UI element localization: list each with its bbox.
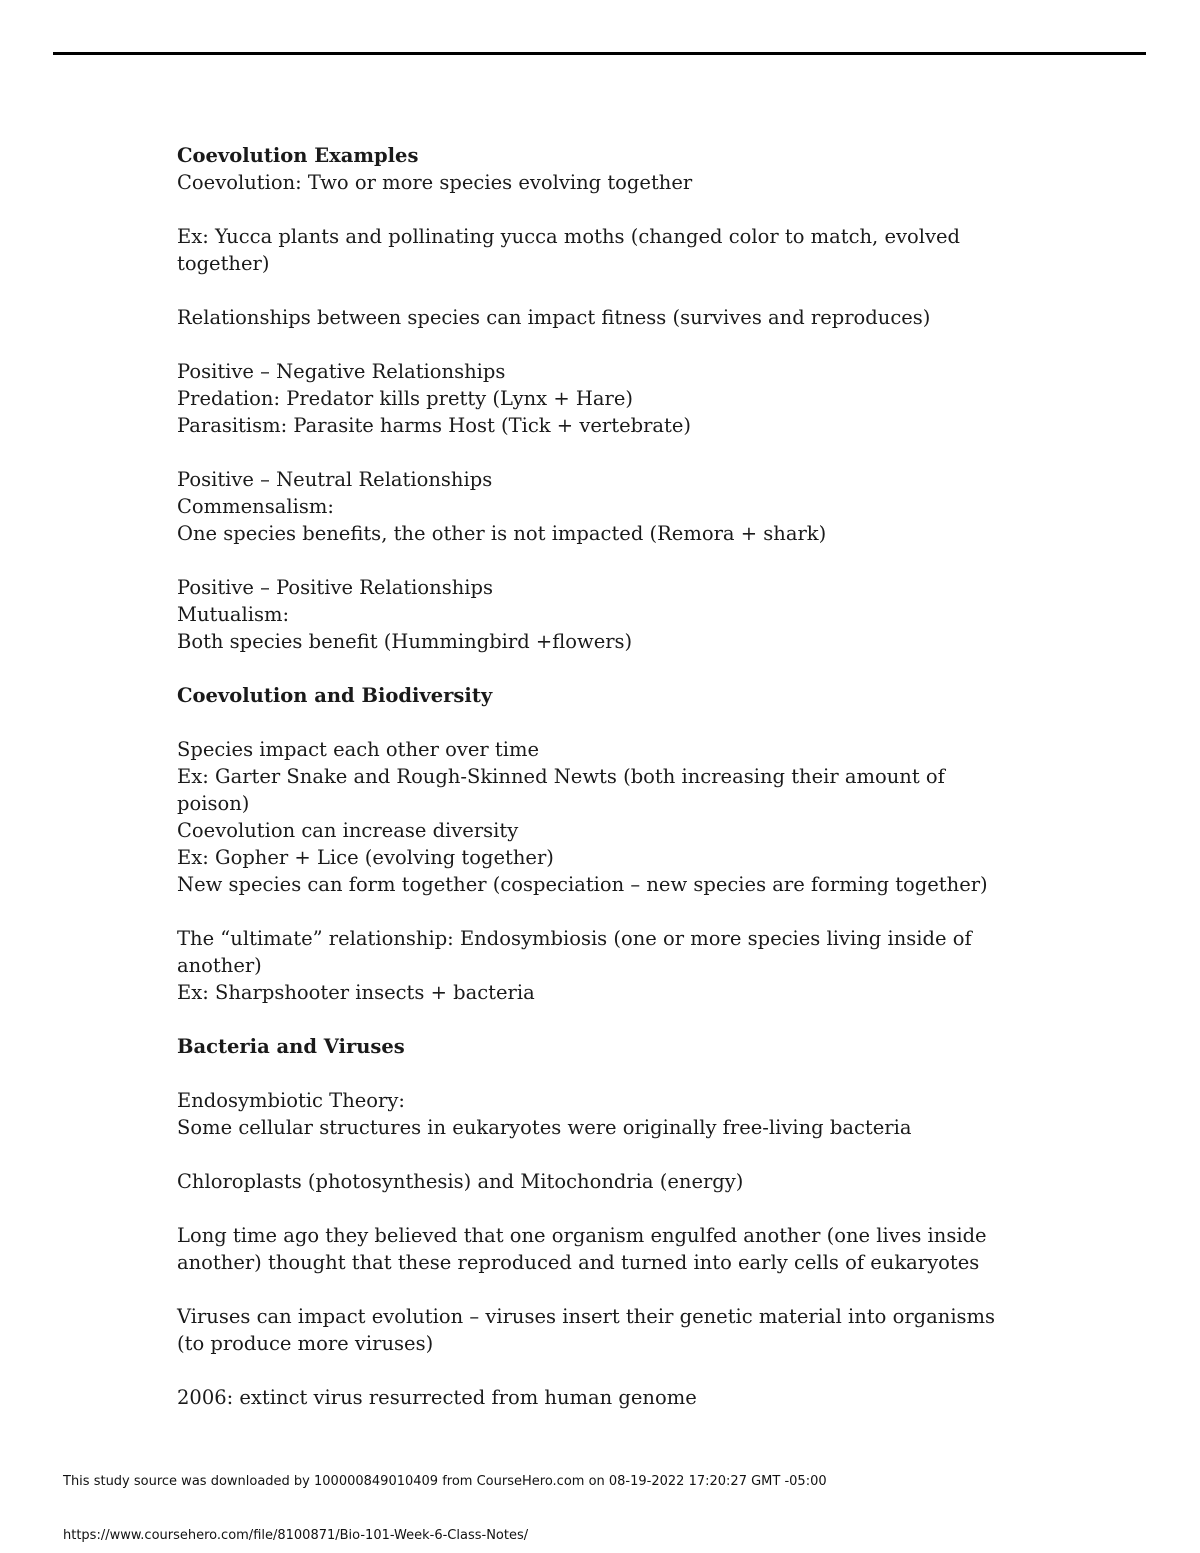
blank-line xyxy=(177,1276,1007,1303)
blank-line xyxy=(177,331,1007,358)
body-text-line: New species can form together (cospeciation – new species are forming together) xyxy=(177,873,988,896)
body-text-line: Species impact each other over time xyxy=(177,738,540,761)
section-heading: Bacteria and Viruses xyxy=(177,1035,405,1058)
body-text-line: Ex: Yucca plants and pollinating yucca moths (changed color to match, evolved together) xyxy=(177,225,961,275)
body-text-line: Endosymbiotic Theory: xyxy=(177,1089,405,1112)
body-text-line: The “ultimate” relationship: Endosymbiosis (one or more species living inside of another) xyxy=(177,927,972,977)
body-text-line: Positive – Neutral Relationships xyxy=(177,468,493,491)
body-text-line: Coevolution: Two or more species evolving together xyxy=(177,171,693,194)
body-text-line: Viruses can impact evolution – viruses insert their genetic material into organisms (to produce more viruses) xyxy=(177,1305,996,1355)
blank-line xyxy=(177,898,1007,925)
blank-line xyxy=(177,1141,1007,1168)
section-heading: Coevolution Examples xyxy=(177,144,419,167)
body-text-line: One species benefits, the other is not impacted (Remora + shark) xyxy=(177,522,827,545)
body-text-line: Ex: Sharpshooter insects + bacteria xyxy=(177,981,535,1004)
blank-line xyxy=(177,1357,1007,1384)
section-spacer xyxy=(177,1006,1007,1033)
source-url: https://www.coursehero.com/file/8100871/Bio-101-Week-6-Class-Notes/ xyxy=(63,1528,529,1543)
document-body xyxy=(177,142,1007,1411)
blank-line xyxy=(177,1195,1007,1222)
body-text-line: Long time ago they believed that one organism engulfed another (one lives inside another) thought that these reproduced and turned into early cells of eukaryotes xyxy=(177,1224,987,1274)
body-text-line: Ex: Gopher + Lice (evolving together) xyxy=(177,846,554,869)
section-heading: Coevolution and Biodiversity xyxy=(177,684,493,707)
body-text-line: Ex: Garter Snake and Rough-Skinned Newts (both increasing their amount of poison) xyxy=(177,765,945,815)
body-text-line: Positive – Positive Relationships xyxy=(177,576,493,599)
blank-line xyxy=(177,709,1007,736)
body-text-line: Coevolution can increase diversity xyxy=(177,819,519,842)
blank-line xyxy=(177,196,1007,223)
blank-line xyxy=(177,547,1007,574)
body-text-line: 2006: extinct virus resurrected from human genome xyxy=(177,1386,697,1409)
body-text-line: Relationships between species can impact fitness (survives and reproduces) xyxy=(177,306,931,329)
body-text-line: Positive – Negative Relationships xyxy=(177,360,506,383)
blank-line xyxy=(177,1060,1007,1087)
body-text-line: Parasitism: Parasite harms Host (Tick + vertebrate) xyxy=(177,414,692,437)
body-text-line: Chloroplasts (photosynthesis) and Mitochondria (energy) xyxy=(177,1170,744,1193)
body-text-line: Commensalism: xyxy=(177,495,334,518)
body-text-line: Mutualism: xyxy=(177,603,290,626)
body-text-line: Predation: Predator kills pretty (Lynx + Hare) xyxy=(177,387,634,410)
body-text-line: Both species benefit (Hummingbird +flowers) xyxy=(177,630,633,653)
blank-line xyxy=(177,439,1007,466)
download-notice: This study source was downloaded by 100000849010409 from CourseHero.com on 08-19-2022 17:20:27 GMT -05:00 xyxy=(63,1474,827,1489)
body-text-line: Some cellular structures in eukaryotes were originally free-living bacteria xyxy=(177,1116,912,1139)
top-divider xyxy=(53,52,1146,55)
blank-line xyxy=(177,277,1007,304)
section-spacer xyxy=(177,655,1007,682)
